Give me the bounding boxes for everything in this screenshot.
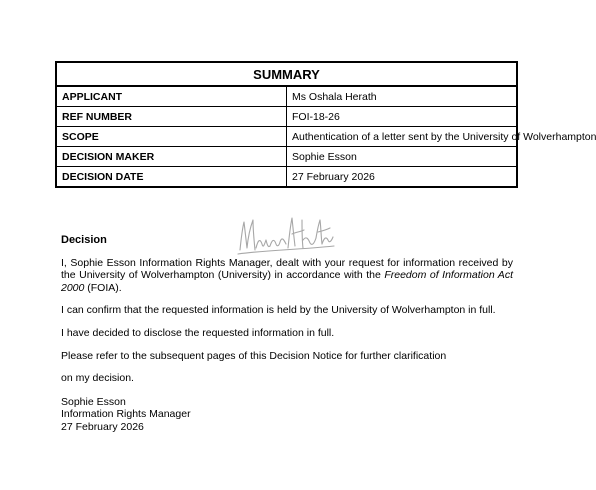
para1-end: (FOIA). <box>84 281 122 294</box>
scope-value: Authentication of a letter sent by the University of Wolverhampton <box>287 127 518 147</box>
para1-start: I, Sophie Esson Information Rights Manager, dealt with your request for information received by the University of Wolverhampton (University) in accordance with the <box>61 256 513 282</box>
signoff-date: 27 February 2026 <box>61 420 144 433</box>
para4-line2: on my decision. <box>61 372 134 385</box>
decision-date-label: DECISION DATE <box>56 167 287 188</box>
summary-row-decision-maker <box>56 147 517 167</box>
summary-row-scope <box>56 127 517 147</box>
summary-table <box>55 61 596 188</box>
para4-line1: Please refer to the subsequent pages of this Decision Notice for further clarification <box>61 349 447 362</box>
ref-number-label: REF NUMBER <box>56 107 287 127</box>
applicant-value: Ms Oshala Herath <box>287 86 518 107</box>
decision-paragraph-1 <box>61 257 513 295</box>
decision-heading: Decision <box>61 234 107 246</box>
decision-date-value: 27 February 2026 <box>287 167 518 188</box>
decision-maker-value: Sophie Esson <box>287 147 518 167</box>
signoff-block <box>61 396 513 434</box>
summary-row-decision-date <box>56 167 517 188</box>
decision-paragraph-2: I can confirm that the requested information is held by the University of Wolverhampton in full. <box>61 304 496 317</box>
ref-number-value: FOI-18-26 <box>287 107 518 127</box>
decision-section <box>61 234 513 434</box>
decision-paragraph-4 <box>61 350 513 385</box>
summary-title: SUMMARY <box>56 62 517 86</box>
summary-title-row <box>56 62 517 86</box>
decision-paragraph-3: I have decided to disclose the requested information in full. <box>61 326 335 339</box>
foia-act-title: Freedom of Information Act 2000 <box>61 269 513 294</box>
decision-maker-label: DECISION MAKER <box>56 147 287 167</box>
signoff-name: Sophie Esson <box>61 395 126 408</box>
applicant-label: APPLICANT <box>56 86 287 107</box>
summary-row-applicant <box>56 86 517 107</box>
signoff-role: Information Rights Manager <box>61 408 191 421</box>
scope-label: SCOPE <box>56 127 287 147</box>
summary-row-ref-number <box>56 107 517 127</box>
